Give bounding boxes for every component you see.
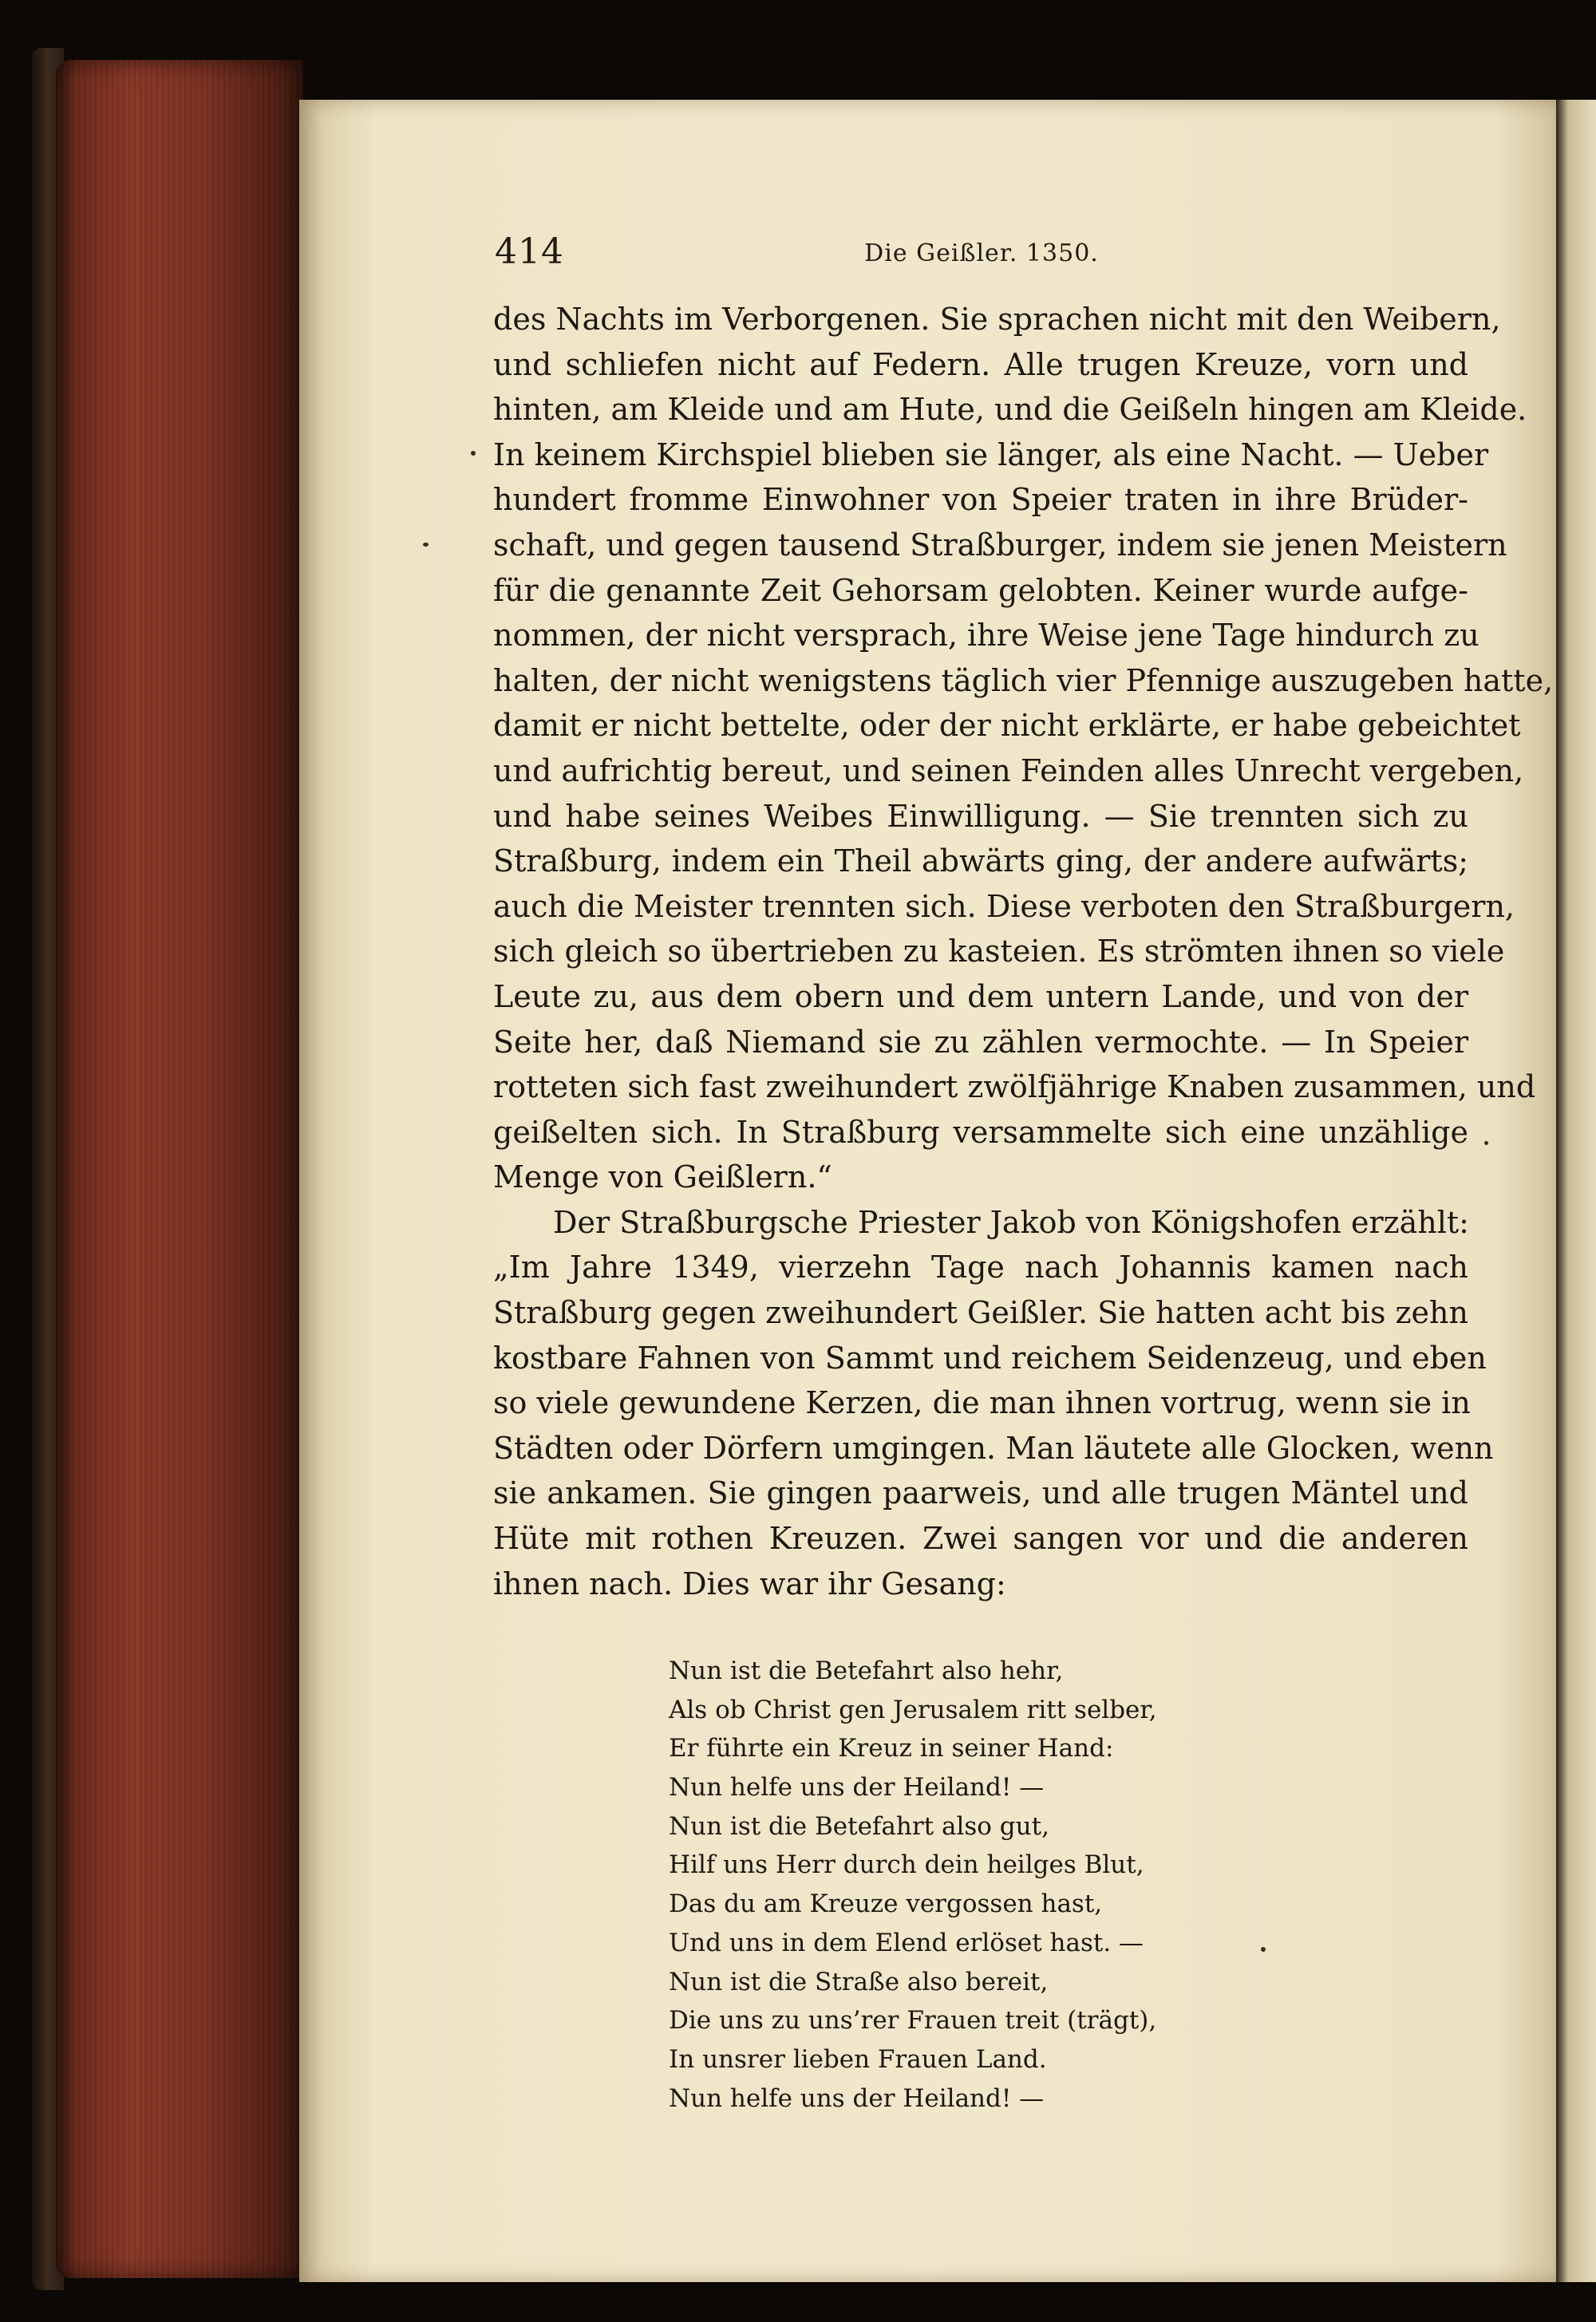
text-line: so viele gewundene Kerzen, die man ihnen vortrug, wenn sie in: [493, 1385, 1471, 1421]
text-line: geißelten sich. In Straßburg versammelte sich eine unzählige: [493, 1114, 1468, 1150]
paper-speck: [471, 451, 476, 456]
text-line: hinten, am Kleide und am Hute, und die Geißeln hingen am Kleide.: [493, 392, 1527, 428]
text-line: Straßburg gegen zweihundert Geißler. Sie hatten acht bis zehn: [493, 1295, 1468, 1331]
text-line: sie ankamen. Sie gingen paarweis, und alle trugen Mäntel und: [493, 1475, 1468, 1511]
text-line: schaft, und gegen tausend Straßburger, indem sie jenen Meistern: [493, 527, 1507, 563]
poem-line: Er führte ein Kreuz in seiner Hand:: [669, 1734, 1114, 1763]
text-line: Menge von Geißlern.“: [493, 1159, 832, 1195]
text-line: auch die Meister trennten sich. Diese verboten den Straßburgern,: [493, 888, 1515, 924]
poem-line: Nun ist die Betefahrt also gut,: [669, 1811, 1049, 1841]
text-line: hundert fromme Einwohner von Speier traten in ihre Brüder-: [493, 482, 1468, 518]
poem-line: In unsrer lieben Frauen Land.: [669, 2044, 1047, 2074]
poem-line: Hilf uns Herr durch dein heilges Blut,: [669, 1850, 1144, 1880]
text-line: damit er nicht bettelte, oder der nicht erklärte, er habe gebeichtet: [493, 708, 1521, 744]
body-text: [493, 297, 1554, 1606]
poem-line: Die uns zu uns’rer Frauen treit (trägt),: [669, 2006, 1157, 2036]
text-line: und habe seines Weibes Einwilligung. — Sie trennten sich zu: [493, 798, 1468, 834]
text-line: nommen, der nicht versprach, ihre Weise jene Tage hindurch zu: [493, 618, 1479, 654]
text-line: Städten oder Dörfern umgingen. Man läutete alle Glocken, wenn: [493, 1430, 1494, 1466]
text-line: Seite her, daß Niemand sie zu zählen vermochte. — In Speier: [493, 1024, 1468, 1060]
book-page-edges: [56, 60, 303, 2278]
text-line: und aufrichtig bereut, und seinen Feinden alles Unrecht vergeben,: [493, 752, 1524, 788]
text-line: halten, der nicht wenigstens täglich vier Pfennige auszugeben hatte,: [493, 662, 1554, 698]
running-title: Die Geißler. 1350.: [864, 239, 1099, 267]
poem-line: Nun helfe uns der Heiland! —: [669, 1773, 1045, 1803]
text-line: In keinem Kirchspiel blieben sie länger, als eine Nacht. — Ueber: [493, 436, 1489, 472]
text-line: „Im Jahre 1349, vierzehn Tage nach Johannis kamen nach: [493, 1250, 1468, 1285]
poem-line: Nun helfe uns der Heiland! —: [669, 2083, 1045, 2113]
paper-speck: [423, 543, 429, 547]
poem-line: Und uns in dem Elend erlöset hast. —: [669, 1928, 1144, 1957]
text-line: Der Straßburgsche Priester Jakob von Königshofen erzählt:: [553, 1204, 1469, 1240]
paper-speck: [1261, 1947, 1266, 1952]
text-line: kostbare Fahnen von Sammt und reichem Seidenzeug, und eben: [493, 1340, 1487, 1376]
poem-line: Das du am Kreuze vergossen hast,: [669, 1890, 1103, 1919]
poem-line: Als ob Christ gen Jerusalem ritt selber,: [669, 1695, 1157, 1724]
text-line: ihnen nach. Dies war ihr Gesang:: [493, 1566, 1006, 1601]
text-line: rotteten sich fast zweihundert zwölfjährige Knaben zusammen, und: [493, 1069, 1536, 1105]
text-line: Straßburg, indem ein Theil abwärts ging, der andere aufwärts;: [493, 843, 1468, 879]
poem: [669, 1652, 1387, 2118]
text-line: sich gleich so übertrieben zu kasteien. Es strömten ihnen so viele: [493, 934, 1505, 969]
text-line: und schliefen nicht auf Federn. Alle trugen Kreuze, vorn und: [493, 346, 1468, 382]
text-line: des Nachts im Verborgenen. Sie sprachen nicht mit den Weibern,: [493, 302, 1501, 337]
text-line: Leute zu, aus dem obern und dem untern Lande, und von der: [493, 978, 1468, 1014]
paper-speck: [1484, 1141, 1488, 1145]
poem-line: Nun ist die Betefahrt also hehr,: [669, 1657, 1064, 1685]
text-line: für die genannte Zeit Gehorsam gelobten. Keiner wurde aufge-: [493, 572, 1468, 608]
poem-line: Nun ist die Straße also bereit,: [669, 1967, 1049, 1996]
page-number: 414: [495, 231, 564, 272]
page-header: [495, 231, 1468, 279]
facing-page-edge: [1556, 100, 1596, 2282]
text-line: Hüte mit rothen Kreuzen. Zwei sangen vor und die anderen: [493, 1521, 1468, 1557]
